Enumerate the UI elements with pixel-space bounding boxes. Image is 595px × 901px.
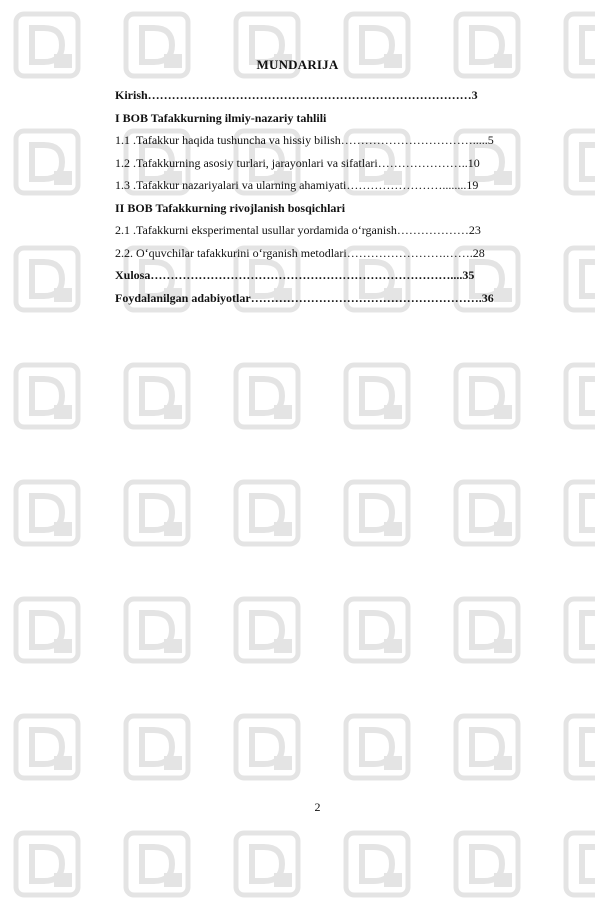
document-logo-icon — [10, 125, 84, 199]
toc-section-2-2: 2.2. O‘quvchilar tafakkurini o‘rganish metodlari…………………….…….28 — [115, 245, 485, 260]
document-logo-icon — [560, 125, 595, 199]
document-logo-icon — [230, 710, 304, 784]
document-logo-icon — [340, 593, 414, 667]
document-logo-icon — [560, 242, 595, 316]
toc-section-1-3: 1.3 .Tafakkur nazariyalari va ularning ahamiyati……………………........19 — [115, 178, 479, 192]
toc-section-1-2: 1.2 .Tafakkurning asosiy turlari, jarayonlari va sifatlari…………………..10 — [115, 155, 480, 170]
toc-section-2-1: 2.1 .Tafakkurni eksperimental usullar yordamida o‘rganish………………23 — [115, 223, 481, 237]
document-logo-icon — [340, 710, 414, 784]
document-logo-icon — [10, 242, 84, 316]
document-logo-icon — [450, 710, 524, 784]
document-logo-icon — [560, 476, 595, 550]
document-logo-icon — [120, 593, 194, 667]
document-logo-icon — [120, 827, 194, 901]
document-logo-icon — [10, 476, 84, 550]
document-logo-icon — [230, 359, 304, 433]
document-logo-icon — [120, 476, 194, 550]
document-logo-icon — [560, 593, 595, 667]
toc-chapter-1: I BOB Tafakkurning ilmiy-nazariy tahlili — [115, 110, 327, 125]
document-logo-icon — [10, 593, 84, 667]
document-logo-icon — [230, 593, 304, 667]
document-logo-icon — [450, 476, 524, 550]
table-of-contents — [115, 88, 555, 313]
toc-chapter-2: II BOB Tafakkurning rivojlanish bosqichlari — [115, 200, 346, 215]
document-logo-icon — [340, 359, 414, 433]
document-logo-icon — [120, 359, 194, 433]
document-logo-icon — [230, 476, 304, 550]
page-number: 2 — [314, 800, 321, 814]
toc-entry-xulosa: Xulosa…………………………………………………………………....35 — [115, 268, 475, 282]
document-logo-icon — [230, 827, 304, 901]
document-logo-icon — [560, 827, 595, 901]
document-logo-icon — [450, 359, 524, 433]
document-logo-icon — [10, 359, 84, 433]
document-logo-icon — [450, 593, 524, 667]
document-logo-icon — [120, 710, 194, 784]
toc-section-1-1: 1.1 .Tafakkur haqida tushuncha va hissiy bilish…………………………….....5 — [115, 133, 494, 147]
document-logo-icon — [340, 476, 414, 550]
document-logo-icon — [560, 359, 595, 433]
document-logo-icon — [560, 710, 595, 784]
document-logo-icon — [10, 710, 84, 784]
document-logo-icon — [340, 827, 414, 901]
document-logo-icon — [10, 827, 84, 901]
toc-entry-kirish: Kirish………………………………………………………………………3 — [115, 88, 478, 102]
document-logo-icon — [450, 827, 524, 901]
toc-entry-adabiyotlar: Foydalanilgan adabiyotlar………………………………………………….36 — [115, 290, 494, 305]
page-title: MUNDARIJA — [256, 57, 339, 72]
